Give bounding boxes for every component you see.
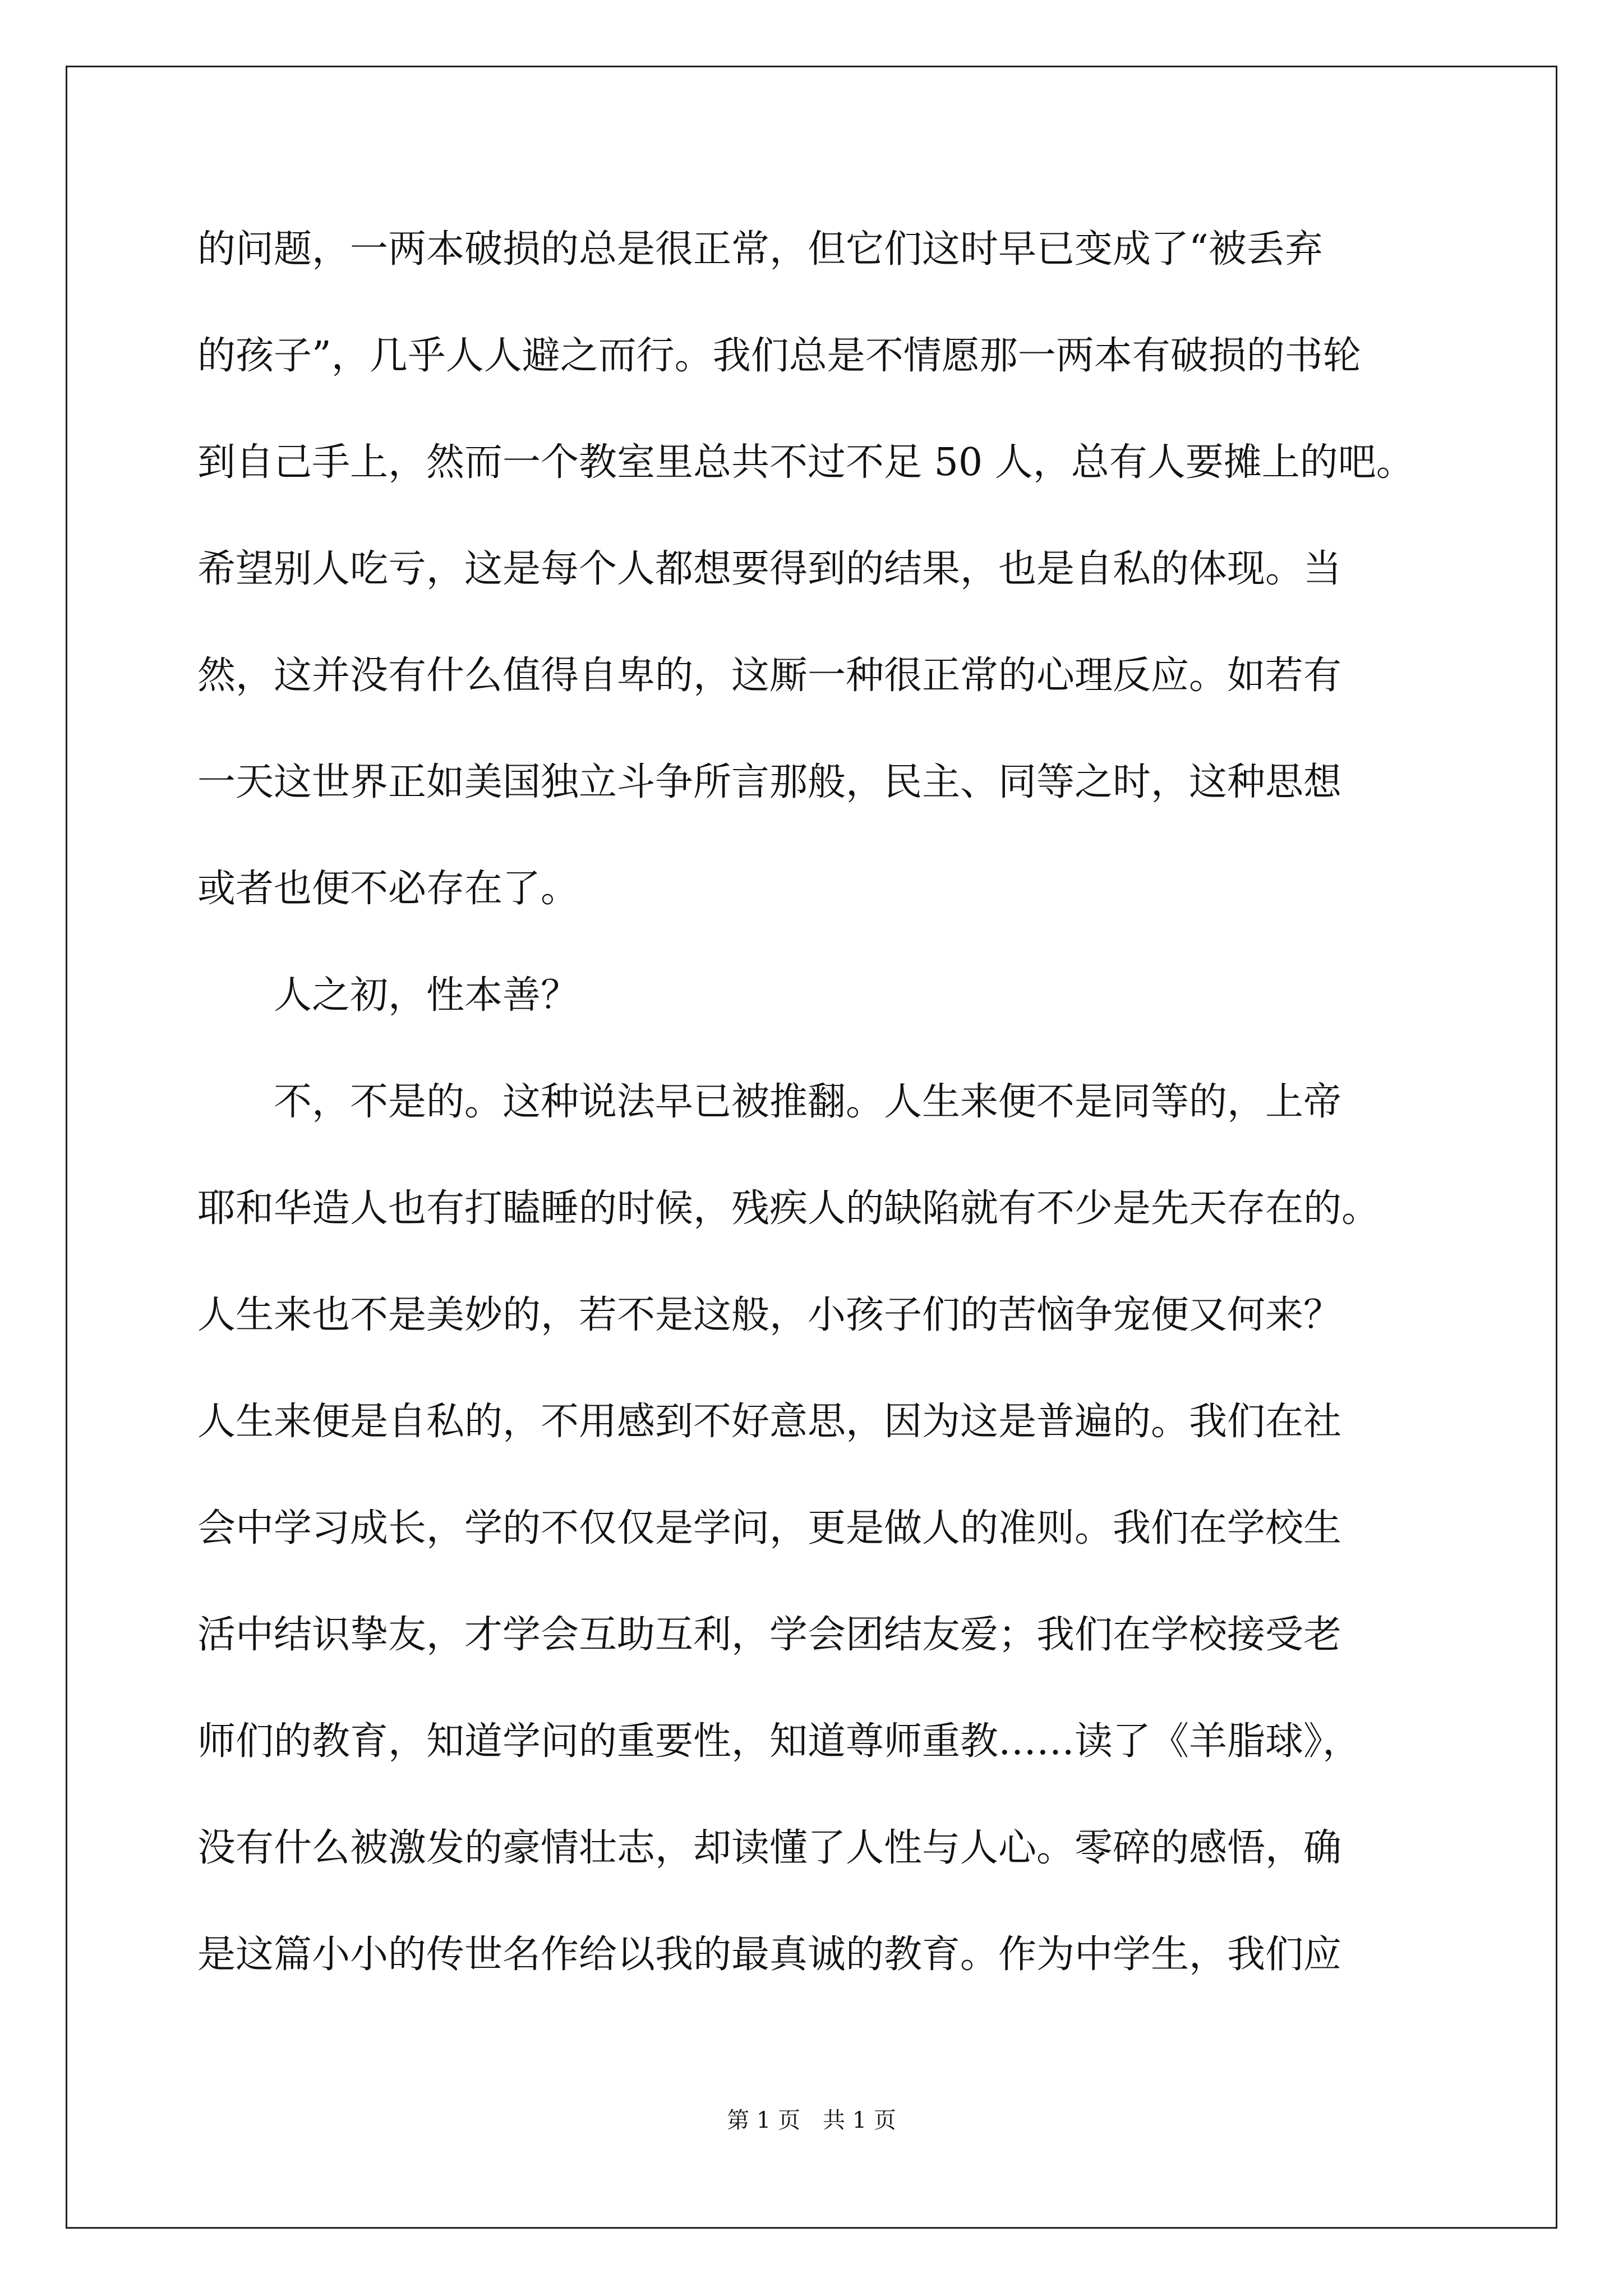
page-number-footer: 第 1 页 共 1 页 (727, 2108, 896, 2133)
text-line: 活中结识挚友，才学会互助互利，学会团结友爱；我们在学校接受老 (197, 1613, 1342, 1657)
text-line: 会中学习成长，学的不仅仅是学问，更是做人的准则。我们在学校生 (197, 1506, 1342, 1550)
text-line: 的问题，一两本破损的总是很正常，但它们这时早已变成了“被丢弃 (197, 227, 1323, 272)
text-line: 耶和华造人也有打瞌睡的时候，残疾人的缺陷就有不少是先天存在的。 (197, 1186, 1380, 1231)
text-line: 希望别人吃亏，这是每个人都想要得到的结果，也是自私的体现。当 (197, 547, 1342, 591)
text-line: 师们的教育，知道学问的重要性，知道尊师重教……读了《羊脂球》， (197, 1719, 1361, 1764)
text-line: 人之初，性本善？ (197, 973, 579, 1018)
text-line: 不，不是的。这种说法早已被推翻。人生来便不是同等的，上帝 (197, 1080, 1342, 1124)
text-line: 人生来也不是美妙的，若不是这般，小孩子们的苦恼争宠便又何来？ (197, 1293, 1342, 1337)
text-line: 的孩子”，几乎人人避之而行。我们总是不情愿那一两本有破损的书轮 (197, 334, 1361, 378)
text-line: 然，这并没有什么值得自卑的，这厮一种很正常的心理反应。如若有 (197, 654, 1342, 698)
page-border (66, 66, 1557, 2229)
text-line: 没有什么被激发的豪情壮志，却读懂了人性与人心。零碎的感悟，确 (197, 1826, 1342, 1870)
text-line: 或者也便不必存在了。 (197, 867, 579, 911)
text-line: 一天这世界正如美国独立斗争所言那般，民主、同等之时，这种思想 (197, 760, 1342, 804)
text-line: 人生来便是自私的，不用感到不好意思，因为这是普遍的。我们在社 (197, 1400, 1342, 1444)
text-line: 是这篇小小的传世名作给以我的最真诚的教育。作为中学生，我们应 (197, 1932, 1342, 1977)
text-line: 到自己手上，然而一个教室里总共不过不足 50 人，总有人要摊上的吧。 (197, 440, 1414, 485)
